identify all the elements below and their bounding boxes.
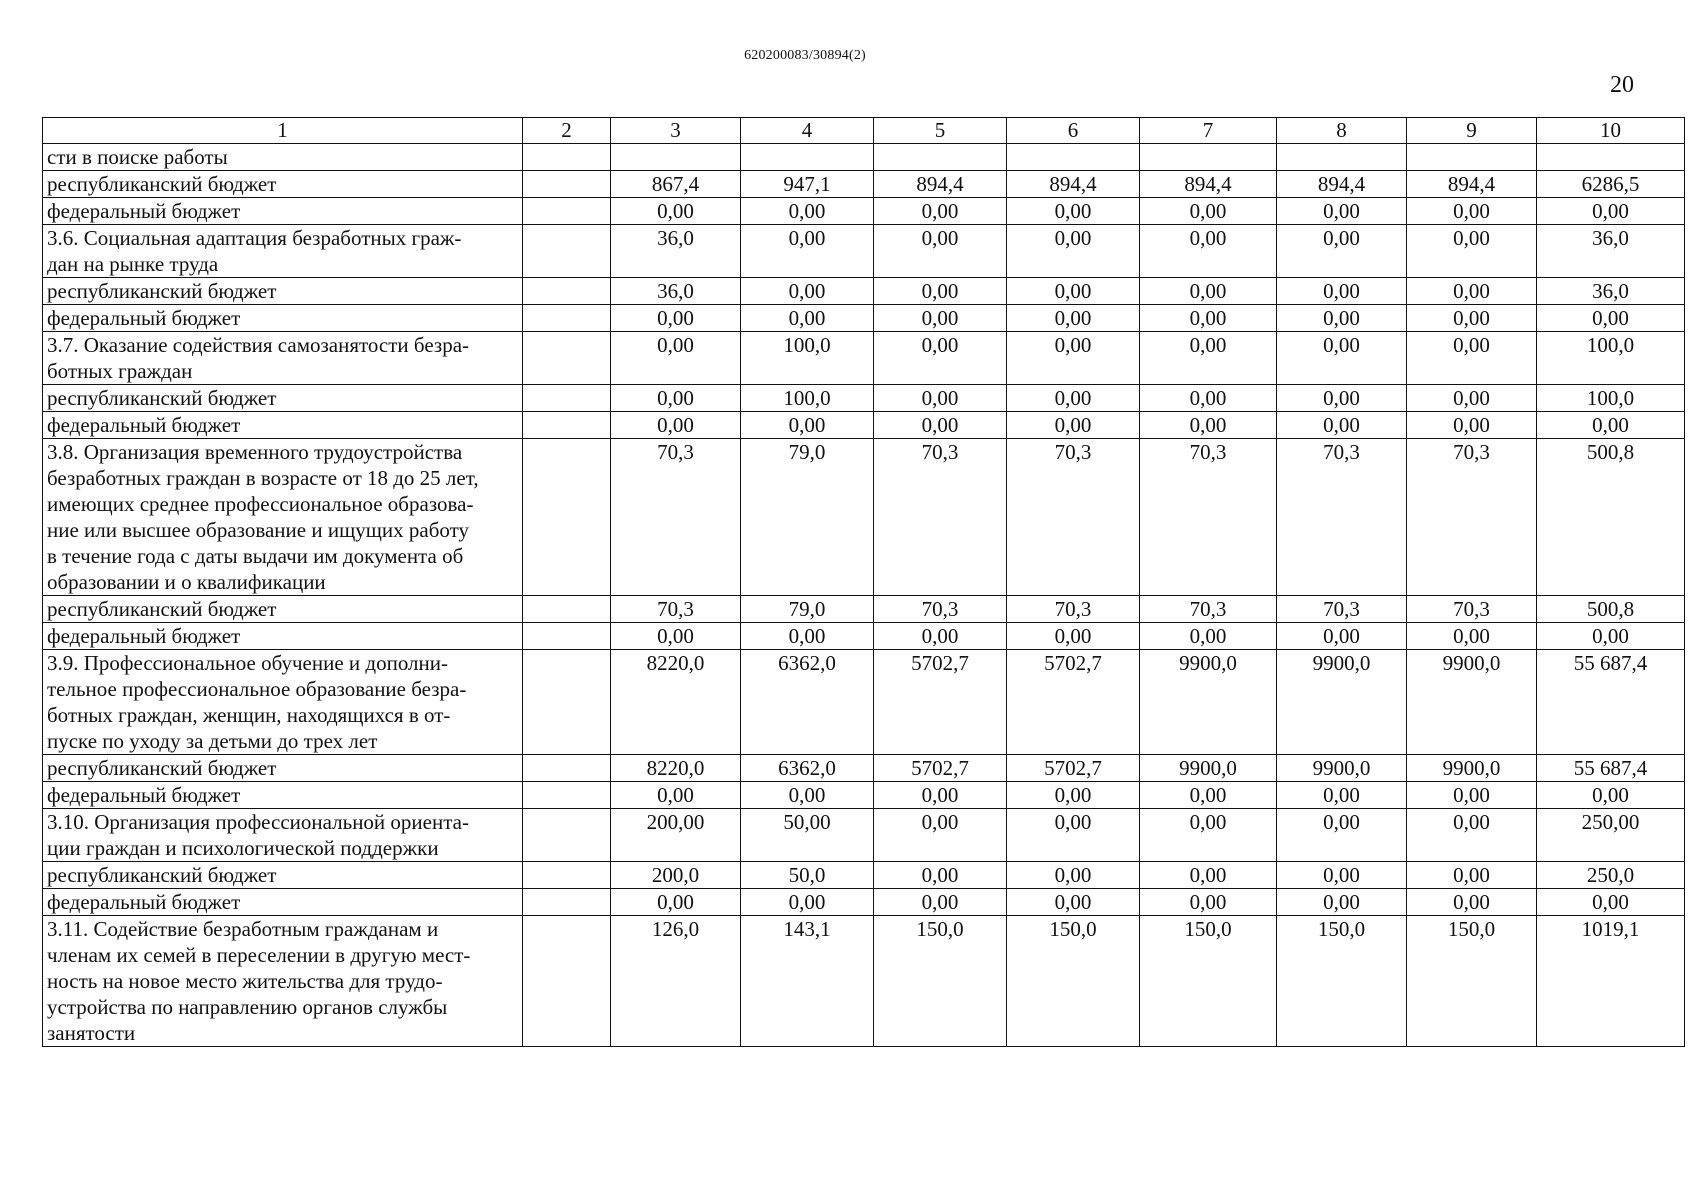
value-cell: 0,00	[1277, 862, 1407, 889]
value-cell: 0,00	[1277, 623, 1407, 650]
value-cell: 0,00	[1537, 198, 1685, 225]
value-cell: 500,8	[1537, 596, 1685, 623]
value-cell: 70,3	[1277, 439, 1407, 596]
row-label: 3.6. Социальная адаптация безработных граж- дан на рынке труда	[43, 225, 523, 278]
value-cell: 0,00	[874, 889, 1007, 916]
row-col2	[523, 623, 611, 650]
row-label: республиканский бюджет	[43, 596, 523, 623]
value-cell	[1407, 144, 1537, 171]
row-label: федеральный бюджет	[43, 782, 523, 809]
value-cell: 0,00	[1140, 412, 1277, 439]
value-cell: 0,00	[1140, 623, 1277, 650]
value-cell: 0,00	[874, 305, 1007, 332]
value-cell: 0,00	[1007, 332, 1140, 385]
value-cell: 100,0	[1537, 385, 1685, 412]
value-cell: 36,0	[1537, 278, 1685, 305]
value-cell: 0,00	[1140, 332, 1277, 385]
value-cell: 0,00	[874, 862, 1007, 889]
value-cell: 0,00	[1277, 305, 1407, 332]
row-col2	[523, 385, 611, 412]
value-cell: 0,00	[741, 889, 874, 916]
column-header: 4	[741, 118, 874, 144]
value-cell: 0,00	[1007, 782, 1140, 809]
row-label: республиканский бюджет	[43, 278, 523, 305]
value-cell: 0,00	[611, 385, 741, 412]
value-cell: 500,8	[1537, 439, 1685, 596]
value-cell: 0,00	[611, 198, 741, 225]
budget-table	[42, 117, 1685, 1047]
value-cell: 100,0	[741, 385, 874, 412]
value-cell: 0,00	[1140, 862, 1277, 889]
value-cell: 9900,0	[1140, 755, 1277, 782]
row-label: 3.10. Организация профессиональной ориента- ции граждан и психологической поддержки	[43, 809, 523, 862]
value-cell: 36,0	[1537, 225, 1685, 278]
value-cell: 5702,7	[874, 755, 1007, 782]
value-cell: 0,00	[1140, 225, 1277, 278]
table-row	[43, 144, 1685, 171]
row-label: федеральный бюджет	[43, 305, 523, 332]
value-cell: 0,00	[1277, 889, 1407, 916]
value-cell: 79,0	[741, 439, 874, 596]
value-cell: 0,00	[1537, 623, 1685, 650]
table-row	[43, 755, 1685, 782]
value-cell: 8220,0	[611, 650, 741, 755]
row-col2	[523, 862, 611, 889]
value-cell: 0,00	[1407, 305, 1537, 332]
row-label: 3.11. Содействие безработным гражданам и членам их семей в переселении в другую мест- ность на новое место жительства для трудо- устройства по направлению органов службы занятости	[43, 916, 523, 1047]
table-header-row	[43, 118, 1685, 144]
row-col2	[523, 225, 611, 278]
table-row	[43, 198, 1685, 225]
value-cell: 55 687,4	[1537, 650, 1685, 755]
row-col2	[523, 332, 611, 385]
value-cell: 0,00	[1007, 889, 1140, 916]
row-label: 3.8. Организация временного трудоустройства безработных граждан в возрасте от 18 до 25 лет, имеющих среднее профессиональное образова- ние или высшее образование и ищущих работу в течение года с даты выдачи им документа об образовании и о квалификации	[43, 439, 523, 596]
row-label: республиканский бюджет	[43, 755, 523, 782]
value-cell: 0,00	[1407, 278, 1537, 305]
value-cell: 0,00	[1007, 385, 1140, 412]
value-cell: 0,00	[1007, 198, 1140, 225]
value-cell: 200,0	[611, 862, 741, 889]
value-cell: 70,3	[1007, 596, 1140, 623]
value-cell: 894,4	[1277, 171, 1407, 198]
table-row	[43, 889, 1685, 916]
value-cell: 0,00	[874, 782, 1007, 809]
row-col2	[523, 278, 611, 305]
value-cell: 894,4	[874, 171, 1007, 198]
value-cell: 9900,0	[1277, 755, 1407, 782]
value-cell: 0,00	[874, 623, 1007, 650]
column-header: 5	[874, 118, 1007, 144]
value-cell: 0,00	[874, 385, 1007, 412]
value-cell: 0,00	[1140, 385, 1277, 412]
value-cell: 0,00	[1140, 278, 1277, 305]
value-cell: 70,3	[1277, 596, 1407, 623]
value-cell: 0,00	[874, 412, 1007, 439]
value-cell: 0,00	[741, 198, 874, 225]
value-cell: 250,0	[1537, 862, 1685, 889]
value-cell: 0,00	[611, 412, 741, 439]
value-cell: 0,00	[1277, 809, 1407, 862]
value-cell: 0,00	[611, 889, 741, 916]
row-col2	[523, 198, 611, 225]
value-cell: 0,00	[874, 225, 1007, 278]
value-cell: 0,00	[1007, 305, 1140, 332]
value-cell: 50,0	[741, 862, 874, 889]
value-cell: 70,3	[874, 596, 1007, 623]
value-cell: 0,00	[1007, 225, 1140, 278]
value-cell: 0,00	[874, 278, 1007, 305]
row-col2	[523, 144, 611, 171]
table-row	[43, 171, 1685, 198]
value-cell: 0,00	[1277, 332, 1407, 385]
page-number: 20	[1610, 72, 1634, 98]
table-row	[43, 809, 1685, 862]
row-col2	[523, 916, 611, 1047]
value-cell: 947,1	[741, 171, 874, 198]
table-row	[43, 412, 1685, 439]
value-cell: 70,3	[874, 439, 1007, 596]
row-col2	[523, 755, 611, 782]
value-cell: 5702,7	[1007, 650, 1140, 755]
value-cell: 0,00	[1537, 889, 1685, 916]
value-cell: 0,00	[874, 332, 1007, 385]
table-row	[43, 385, 1685, 412]
value-cell: 150,0	[1140, 916, 1277, 1047]
row-label: федеральный бюджет	[43, 889, 523, 916]
value-cell	[1277, 144, 1407, 171]
value-cell	[741, 144, 874, 171]
row-label: 3.9. Профессиональное обучение и дополни- тельное профессиональное образование безра- ботных граждан, женщин, находящихся в от- пуске по уходу за детьми до трех лет	[43, 650, 523, 755]
value-cell: 0,00	[741, 782, 874, 809]
value-cell: 0,00	[1407, 198, 1537, 225]
value-cell: 0,00	[1140, 889, 1277, 916]
value-cell: 6362,0	[741, 755, 874, 782]
value-cell: 0,00	[611, 305, 741, 332]
value-cell: 0,00	[1407, 225, 1537, 278]
row-col2	[523, 809, 611, 862]
row-label: республиканский бюджет	[43, 171, 523, 198]
table-row	[43, 650, 1685, 755]
column-header: 6	[1007, 118, 1140, 144]
column-header: 3	[611, 118, 741, 144]
row-label: федеральный бюджет	[43, 198, 523, 225]
value-cell: 894,4	[1407, 171, 1537, 198]
value-cell: 9900,0	[1277, 650, 1407, 755]
document-number: 620200083/30894(2)	[744, 48, 866, 63]
row-col2	[523, 412, 611, 439]
value-cell: 100,0	[1537, 332, 1685, 385]
value-cell: 0,00	[1407, 385, 1537, 412]
row-label: федеральный бюджет	[43, 623, 523, 650]
value-cell: 0,00	[1277, 385, 1407, 412]
table-row	[43, 862, 1685, 889]
value-cell: 70,3	[1407, 439, 1537, 596]
value-cell: 0,00	[1407, 332, 1537, 385]
value-cell	[1140, 144, 1277, 171]
value-cell: 150,0	[1277, 916, 1407, 1047]
row-label: 3.7. Оказание содействия самозанятости безра- ботных граждан	[43, 332, 523, 385]
value-cell: 0,00	[1007, 412, 1140, 439]
value-cell: 894,4	[1140, 171, 1277, 198]
value-cell: 100,0	[741, 332, 874, 385]
value-cell: 0,00	[1407, 862, 1537, 889]
value-cell: 70,3	[1140, 439, 1277, 596]
value-cell: 0,00	[1407, 889, 1537, 916]
value-cell	[611, 144, 741, 171]
value-cell: 9900,0	[1407, 650, 1537, 755]
value-cell: 867,4	[611, 171, 741, 198]
value-cell: 70,3	[611, 439, 741, 596]
value-cell: 8220,0	[611, 755, 741, 782]
column-header: 2	[523, 118, 611, 144]
row-label: республиканский бюджет	[43, 385, 523, 412]
column-header: 8	[1277, 118, 1407, 144]
value-cell: 70,3	[611, 596, 741, 623]
value-cell: 0,00	[611, 782, 741, 809]
column-header: 1	[43, 118, 523, 144]
table-row	[43, 623, 1685, 650]
table-row	[43, 278, 1685, 305]
value-cell: 150,0	[1007, 916, 1140, 1047]
column-header: 10	[1537, 118, 1685, 144]
value-cell: 0,00	[611, 623, 741, 650]
value-cell: 894,4	[1007, 171, 1140, 198]
value-cell: 0,00	[1277, 782, 1407, 809]
row-col2	[523, 650, 611, 755]
value-cell: 250,00	[1537, 809, 1685, 862]
value-cell: 0,00	[1537, 305, 1685, 332]
value-cell: 0,00	[874, 198, 1007, 225]
value-cell: 0,00	[1277, 278, 1407, 305]
value-cell: 79,0	[741, 596, 874, 623]
value-cell: 126,0	[611, 916, 741, 1047]
value-cell: 0,00	[1407, 782, 1537, 809]
value-cell: 200,00	[611, 809, 741, 862]
table-row	[43, 332, 1685, 385]
table-row	[43, 305, 1685, 332]
value-cell: 0,00	[1407, 809, 1537, 862]
value-cell: 55 687,4	[1537, 755, 1685, 782]
value-cell	[1537, 144, 1685, 171]
value-cell: 9900,0	[1407, 755, 1537, 782]
row-label: республиканский бюджет	[43, 862, 523, 889]
value-cell: 70,3	[1140, 596, 1277, 623]
row-col2	[523, 782, 611, 809]
value-cell: 6286,5	[1537, 171, 1685, 198]
value-cell: 36,0	[611, 278, 741, 305]
value-cell: 0,00	[1407, 412, 1537, 439]
value-cell: 9900,0	[1140, 650, 1277, 755]
value-cell: 5702,7	[1007, 755, 1140, 782]
row-col2	[523, 439, 611, 596]
value-cell: 0,00	[1537, 782, 1685, 809]
column-header: 7	[1140, 118, 1277, 144]
value-cell: 0,00	[1277, 225, 1407, 278]
value-cell: 0,00	[1407, 623, 1537, 650]
row-col2	[523, 171, 611, 198]
value-cell: 0,00	[1277, 412, 1407, 439]
value-cell: 0,00	[1140, 809, 1277, 862]
value-cell: 0,00	[1140, 782, 1277, 809]
value-cell	[1007, 144, 1140, 171]
value-cell: 1019,1	[1537, 916, 1685, 1047]
table-row	[43, 916, 1685, 1047]
value-cell: 0,00	[1007, 862, 1140, 889]
value-cell: 0,00	[1140, 198, 1277, 225]
value-cell: 0,00	[741, 225, 874, 278]
value-cell	[874, 144, 1007, 171]
value-cell: 0,00	[1140, 305, 1277, 332]
column-header: 9	[1407, 118, 1537, 144]
table-row	[43, 782, 1685, 809]
value-cell: 5702,7	[874, 650, 1007, 755]
row-col2	[523, 889, 611, 916]
value-cell: 0,00	[1007, 623, 1140, 650]
value-cell: 6362,0	[741, 650, 874, 755]
value-cell: 143,1	[741, 916, 874, 1047]
value-cell: 0,00	[741, 305, 874, 332]
value-cell: 150,0	[1407, 916, 1537, 1047]
table-row	[43, 596, 1685, 623]
row-label: сти в поиске работы	[43, 144, 523, 171]
value-cell: 0,00	[611, 332, 741, 385]
value-cell: 0,00	[741, 623, 874, 650]
row-col2	[523, 305, 611, 332]
value-cell: 0,00	[1007, 278, 1140, 305]
value-cell: 0,00	[1277, 198, 1407, 225]
value-cell: 70,3	[1407, 596, 1537, 623]
table-row	[43, 439, 1685, 596]
value-cell: 0,00	[741, 412, 874, 439]
row-col2	[523, 596, 611, 623]
value-cell: 150,0	[874, 916, 1007, 1047]
value-cell: 70,3	[1007, 439, 1140, 596]
value-cell: 0,00	[1007, 809, 1140, 862]
value-cell: 0,00	[741, 278, 874, 305]
value-cell: 36,0	[611, 225, 741, 278]
value-cell: 50,00	[741, 809, 874, 862]
table-row	[43, 225, 1685, 278]
value-cell: 0,00	[874, 809, 1007, 862]
row-label: федеральный бюджет	[43, 412, 523, 439]
value-cell: 0,00	[1537, 412, 1685, 439]
